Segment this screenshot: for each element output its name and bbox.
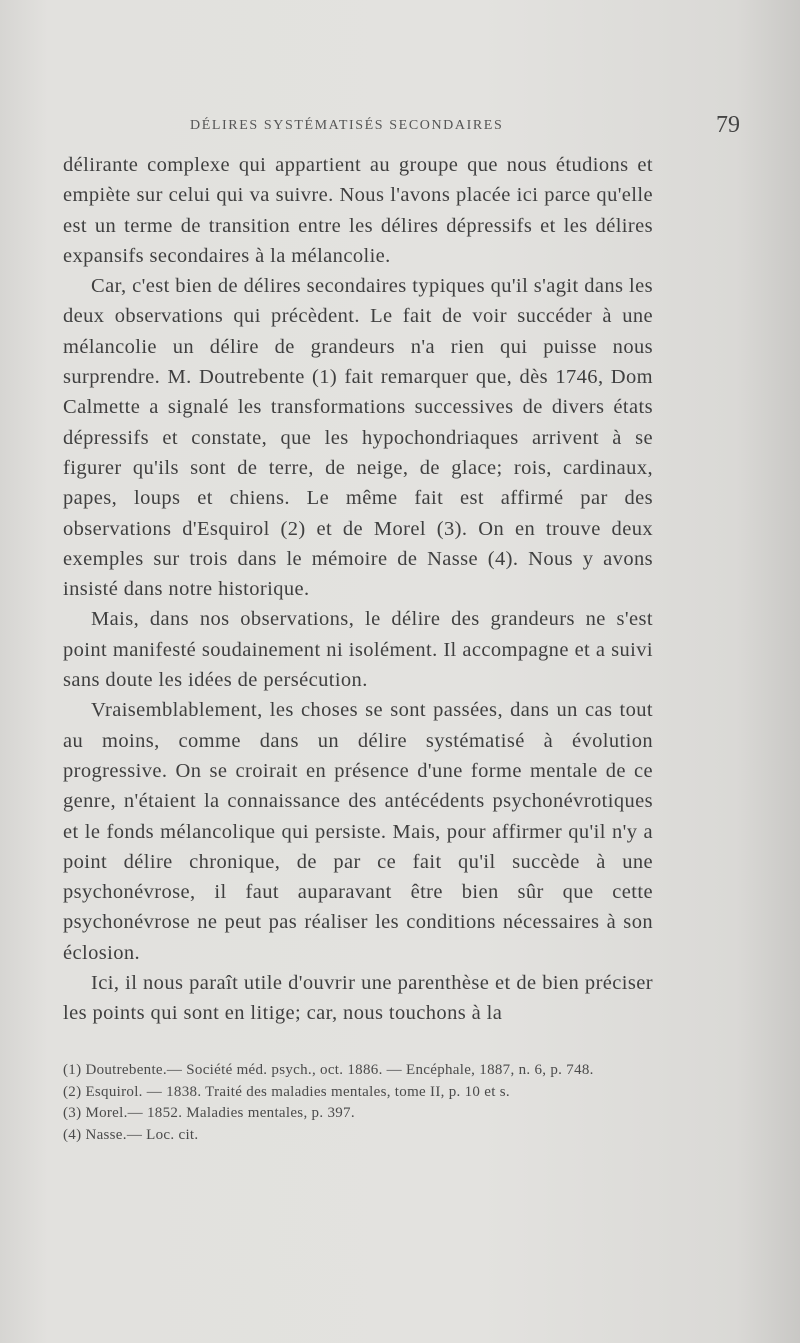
paragraph-1: délirante complexe qui appartient au groupe que nous étudions et empiète sur celui qui va suivre. Nous l'avons placée ici parce qu'elle est un terme de transition entre les délires dépressifs et les délires expansifs secondaires à la mélancolie.	[63, 154, 653, 267]
paragraph-5: Ici, il nous paraît utile d'ouvrir une parenthèse et de bien préciser les points qui sont en litige; car, nous touchons à la	[63, 972, 653, 1025]
footnote-3-text: (3) Morel.— 1852. Maladies mentales, p. 397.	[63, 1105, 355, 1121]
body-text	[63, 150, 653, 1029]
footnote-4	[63, 1125, 663, 1147]
footnote-1	[63, 1060, 663, 1082]
page-header	[60, 112, 740, 142]
page-number: 79	[716, 112, 740, 138]
paragraph-2: Car, c'est bien de délires secondaires typiques qu'il s'agit dans les deux observations qui précèdent. Le fait de voir succéder à une mélancolie un délire de grandeurs n'a rien qui puisse nous surprendre. M. Doutrebente (1) fait remarquer que, dès 1746, Dom Calmette a signalé les transformations successives de divers états dépressifs et constate, que les hypochondriaques arrivent à se figurer qu'ils sont de terre, de neige, de glace; rois, cardinaux, papes, loups et chiens. Le même fait est affirmé par des observations d'Esquirol (2) et de Morel (3). On en trouve deux exemples sur trois dans le mémoire de Nasse (4). Nous y avons insisté dans notre historique.	[63, 275, 653, 601]
running-title: DÉLIRES SYSTÉMATISÉS SECONDAIRES	[190, 118, 504, 133]
paragraph-3: Mais, dans nos observations, le délire des grandeurs ne s'est point manifesté soudainement ni isolément. Il accompagne et a suivi sans doute les idées de persécution.	[63, 608, 653, 692]
footnote-2-text: (2) Esquirol. — 1838. Traité des maladies mentales, tome II, p. 10 et s.	[63, 1083, 510, 1100]
footnote-3	[63, 1103, 663, 1125]
footnotes	[63, 1060, 663, 1146]
footnote-4-text: (4) Nasse.— Loc. cit.	[63, 1126, 199, 1143]
paragraph-4: Vraisemblablement, les choses se sont passées, dans un cas tout au moins, comme dans un délire systématisé à évolution progressive. On se croirait en présence d'une forme mentale de ce genre, n'étaient la connaissance des antécédents psychonévrotiques et le fonds mélancolique qui persiste. Mais, pour affirmer qu'il n'y a point délire chronique, de par ce fait qu'il succède à une psychonévrose, il faut auparavant être bien sûr que cette psychonévrose ne peut pas réaliser les conditions nécessaires à son éclosion.	[63, 699, 653, 964]
footnote-2	[63, 1082, 663, 1104]
footnote-1-text: (1) Doutrebente.— Société méd. psych., oct. 1886. — Encéphale, 1887, n. 6, p. 748.	[63, 1062, 594, 1078]
